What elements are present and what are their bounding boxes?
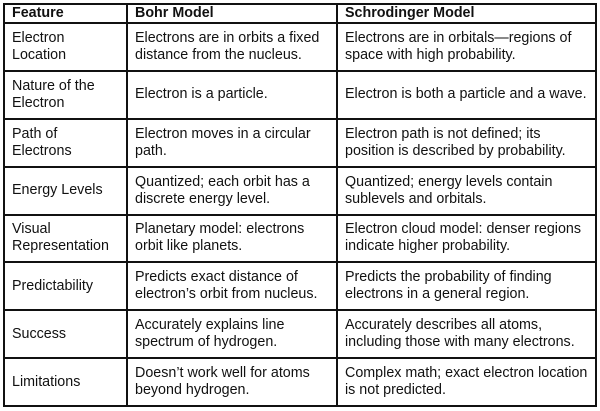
table-row	[4, 71, 596, 119]
schrodinger-cell: Complex math; exact electron location is not predicted.	[337, 358, 596, 406]
feature-cell: Predictability	[4, 262, 127, 310]
schrodinger-cell: Electron cloud model: denser regions indicate higher probability.	[337, 215, 596, 263]
table-row	[4, 310, 596, 358]
bohr-cell: Electron moves in a circular path.	[127, 119, 337, 167]
table-row	[4, 262, 596, 310]
bohr-cell: Planetary model: electrons orbit like planets.	[127, 215, 337, 263]
header-feature: Feature	[4, 4, 127, 23]
header-schrodinger-model: Schrodinger Model	[337, 4, 596, 23]
bohr-cell: Predicts exact distance of electron’s orbit from nucleus.	[127, 262, 337, 310]
comparison-table	[3, 3, 597, 407]
schrodinger-cell: Electrons are in orbitals—regions of space with high probability.	[337, 23, 596, 71]
header-bohr-model: Bohr Model	[127, 4, 337, 23]
schrodinger-cell: Electron is both a particle and a wave.	[337, 71, 596, 119]
table-row	[4, 167, 596, 215]
table-row	[4, 119, 596, 167]
feature-cell: Success	[4, 310, 127, 358]
schrodinger-cell: Quantized; energy levels contain sublevels and orbitals.	[337, 167, 596, 215]
table-row	[4, 23, 596, 71]
bohr-cell: Electrons are in orbits a fixed distance from the nucleus.	[127, 23, 337, 71]
table-row	[4, 215, 596, 263]
feature-cell: Visual Representation	[4, 215, 127, 263]
feature-cell: Path of Electrons	[4, 119, 127, 167]
schrodinger-cell: Predicts the probability of finding electrons in a general region.	[337, 262, 596, 310]
schrodinger-cell: Electron path is not defined; its position is described by probability.	[337, 119, 596, 167]
feature-cell: Energy Levels	[4, 167, 127, 215]
bohr-cell: Electron is a particle.	[127, 71, 337, 119]
table-row	[4, 358, 596, 406]
bohr-cell: Accurately explains line spectrum of hydrogen.	[127, 310, 337, 358]
feature-cell: Electron Location	[4, 23, 127, 71]
bohr-cell: Quantized; each orbit has a discrete energy level.	[127, 167, 337, 215]
header-row	[4, 4, 596, 23]
feature-cell: Nature of the Electron	[4, 71, 127, 119]
feature-cell: Limitations	[4, 358, 127, 406]
bohr-cell: Doesn’t work well for atoms beyond hydrogen.	[127, 358, 337, 406]
schrodinger-cell: Accurately describes all atoms, including those with many electrons.	[337, 310, 596, 358]
